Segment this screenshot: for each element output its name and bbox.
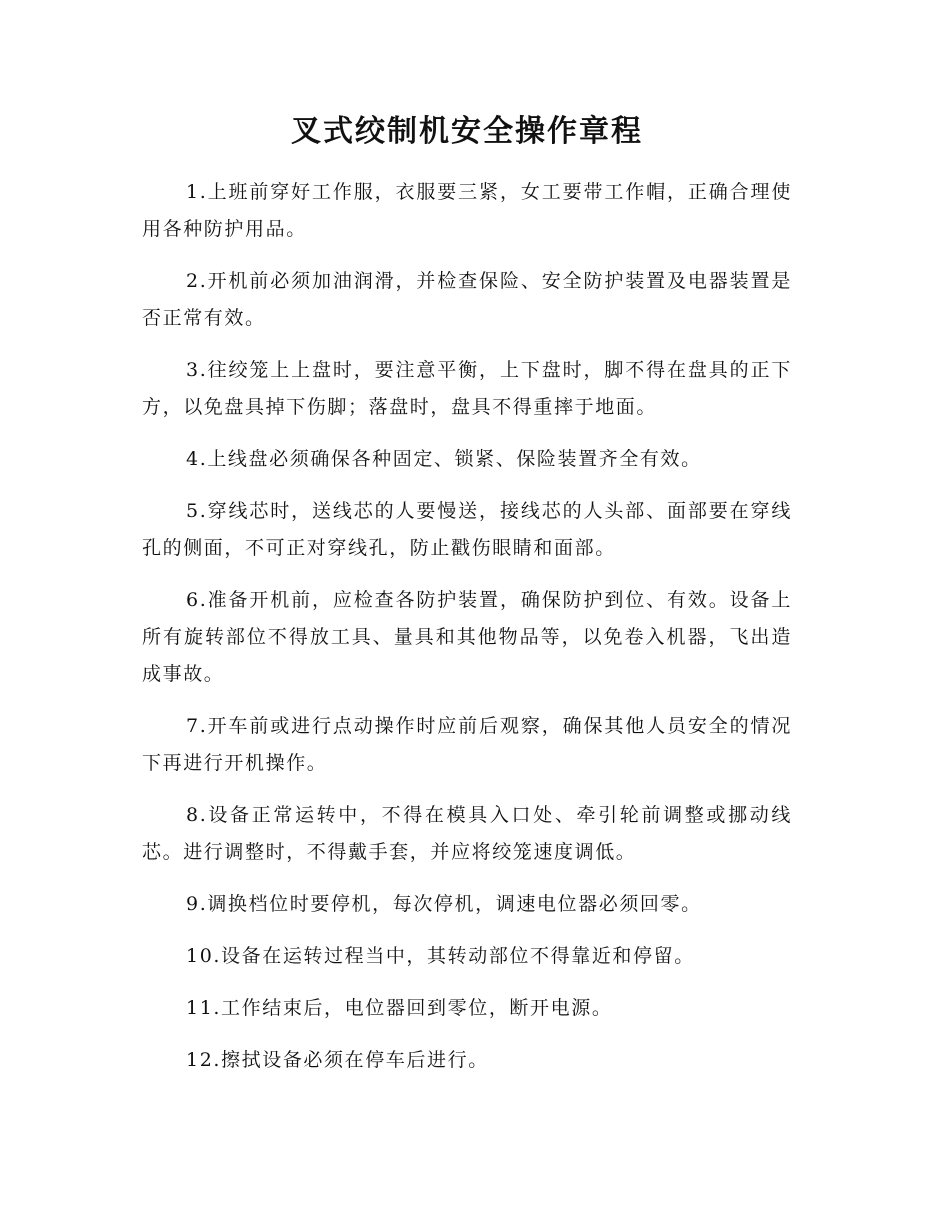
rule-item-12: 12.擦拭设备必须在停车后进行。 xyxy=(186,1049,489,1071)
rules-list xyxy=(142,174,792,1079)
rule-item-8: 8.设备正常运转中，不得在模具入口处、牵引轮前调整或挪动线芯。进行调整时，不得戴手套，并应将绞笼速度调低。 xyxy=(142,804,792,863)
rule-item-3: 3.往绞笼上上盘时，要注意平衡，上下盘时，脚不得在盘具的正下方，以免盘具掉下伤脚；落盘时，盘具不得重摔于地面。 xyxy=(142,359,792,418)
rule-item-9: 9.调换档位时要停机，每次停机，调速电位器必须回零。 xyxy=(186,893,702,915)
rule-item-1: 1.上班前穿好工作服，衣服要三紧，女工要带工作帽，正确合理使用各种防护用品。 xyxy=(142,181,792,240)
rule-item-10: 10.设备在运转过程当中，其转动部位不得靠近和停留。 xyxy=(186,945,695,967)
rule-item-2: 2.开机前必须加油润滑，并检查保险、安全防护装置及电器装置是否正常有效。 xyxy=(142,270,792,329)
rule-item-7: 7.开车前或进行点动操作时应前后观察，确保其他人员安全的情况下再进行开机操作。 xyxy=(142,715,792,774)
rule-item-11: 11.工作结束后，电位器回到零位，断开电源。 xyxy=(186,997,613,1019)
rule-item-6: 6.准备开机前，应检查各防护装置，确保防护到位、有效。设备上所有旋转部位不得放工具、量具和其他物品等，以免卷入机器，飞出造成事故。 xyxy=(142,589,792,685)
rule-item-4: 4.上线盘必须确保各种固定、锁紧、保险装置齐全有效。 xyxy=(186,448,702,470)
rule-item-5: 5.穿线芯时，送线芯的人要慢送，接线芯的人头部、面部要在穿线孔的侧面，不可正对穿线孔，防止戳伤眼睛和面部。 xyxy=(142,500,792,559)
document-title: 叉式绞制机安全操作章程 xyxy=(291,114,643,149)
